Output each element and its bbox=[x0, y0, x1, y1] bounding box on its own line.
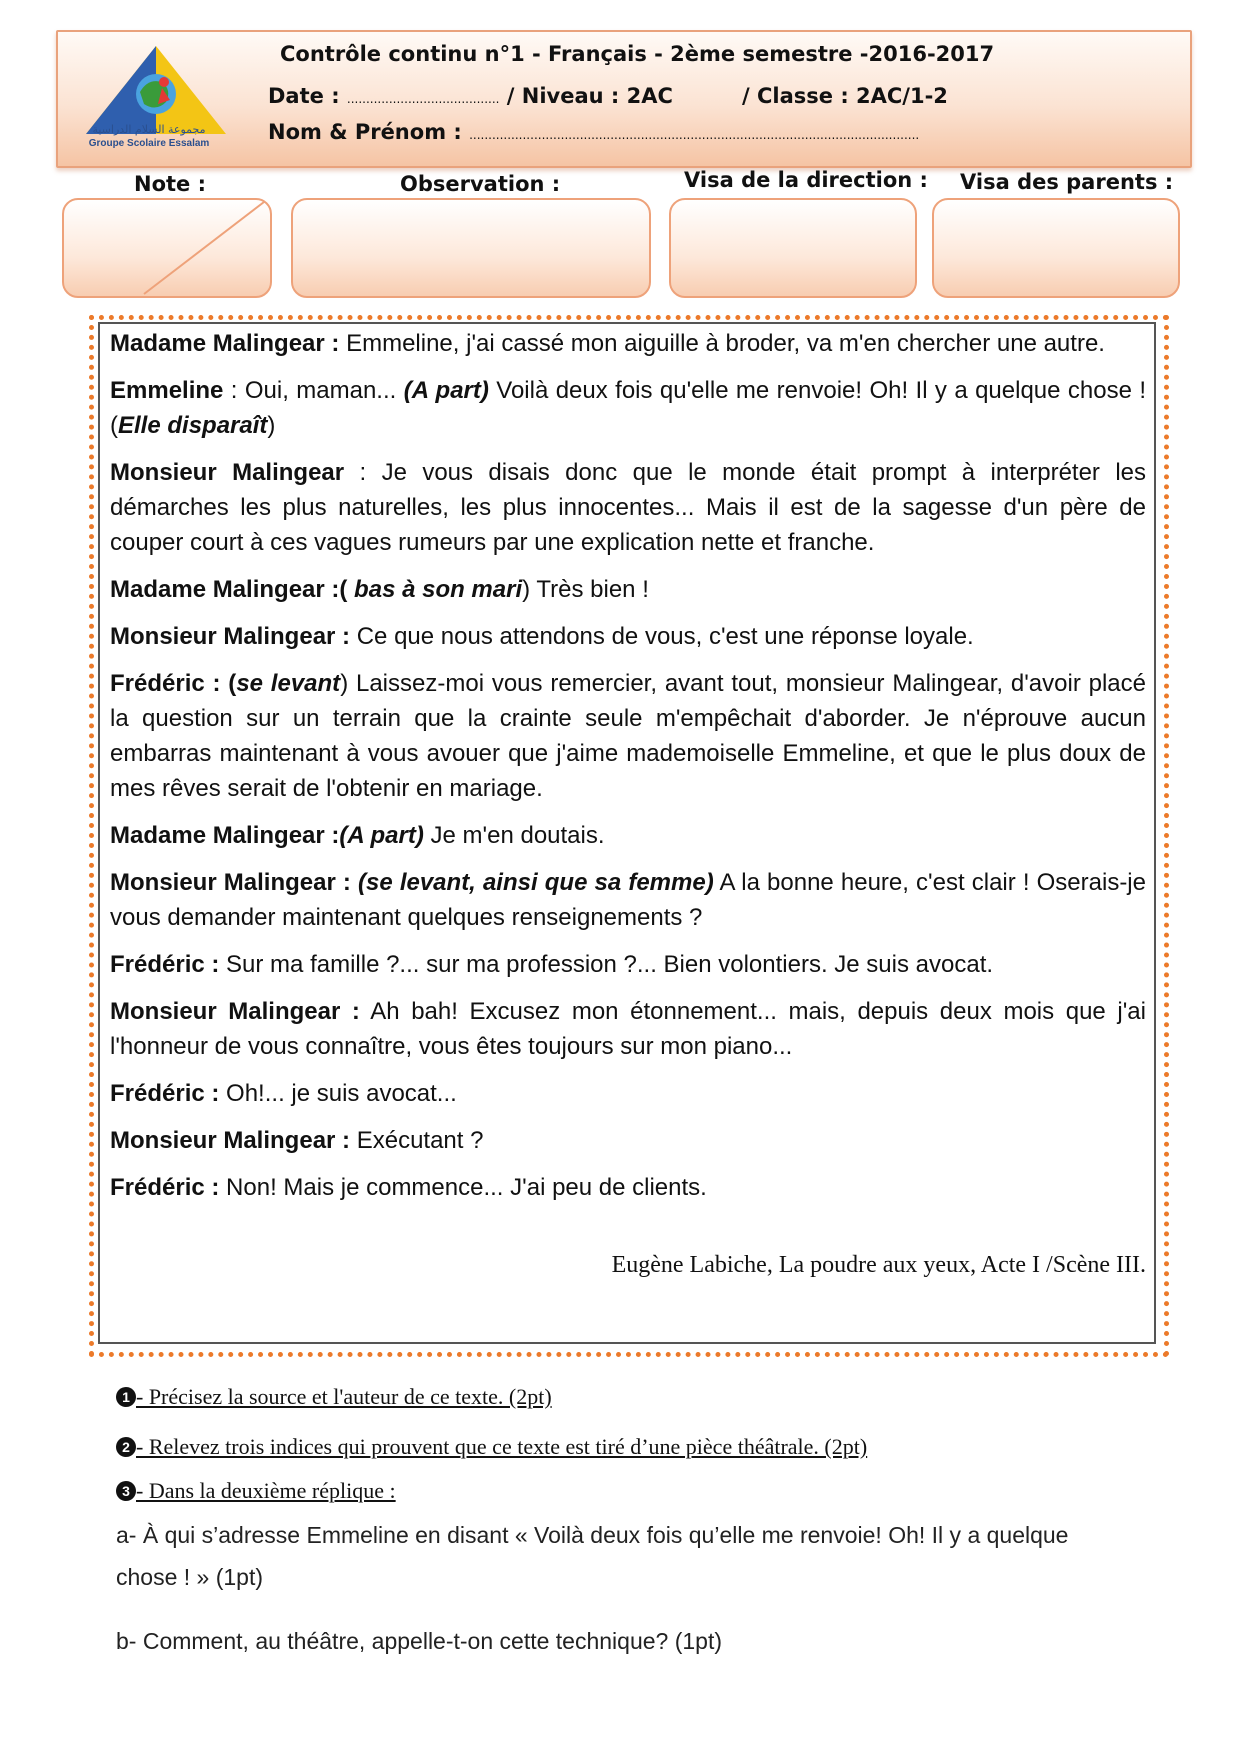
visa-direction-box[interactable] bbox=[669, 198, 917, 298]
classe-label: / Classe : 2AC/1-2 bbox=[742, 84, 948, 108]
replica-11: Frédéric : Oh!... je suis avocat... bbox=[110, 1080, 457, 1107]
note-box[interactable] bbox=[62, 198, 272, 298]
date-label: Date : bbox=[268, 84, 347, 108]
name-field[interactable]: ...................................................................................................................... bbox=[469, 128, 920, 142]
question-3a: a- À qui s’adresse Emmeline en disant « Voilà deux fois qu’elle me renvoie! Oh! Il y a quelque chose ! » (1pt) bbox=[116, 1522, 1069, 1590]
visa-parents-box[interactable] bbox=[932, 198, 1180, 298]
question-2-number: 2 bbox=[116, 1437, 136, 1457]
date-row bbox=[268, 84, 673, 108]
replica-10: Monsieur Malingear : Ah bah! Excusez mon étonnement... mais, depuis deux mois que j'ai l'honneur de vous connaître, vous êtes toujours sur mon piano... bbox=[110, 998, 1146, 1060]
visa-direction-label: Visa de la direction : bbox=[684, 168, 928, 192]
replica-5: Monsieur Malingear : Ce que nous attendons de vous, c'est une réponse loyale. bbox=[110, 623, 974, 650]
question-2: 2 - Relevez trois indices qui prouvent que ce texte est tiré d’une pièce théâtrale. (2pt) bbox=[116, 1434, 867, 1460]
question-1: 1 - Précisez la source et l'auteur de ce texte. (2pt) bbox=[116, 1384, 552, 1410]
replica-2: Emmeline : Oui, maman... (A part) Voilà deux fois qu'elle me renvoie! Oh! Il y a quelque chose ! (Elle disparaît) bbox=[110, 377, 1147, 439]
replica-12: Monsieur Malingear : Exécutant ? bbox=[110, 1127, 484, 1154]
replica-3: Monsieur Malingear : Je vous disais donc que le monde était prompt à interpréter les démarches les plus naturelles, les plus innocentes... Mais il est de la sagesse d'un père de couper court à ces vagues rumeurs par une explication nette et franche. bbox=[110, 459, 1146, 556]
question-1-number: 1 bbox=[116, 1387, 136, 1407]
logo-latin-text: Groupe Scolaire Essalam bbox=[88, 138, 210, 149]
logo-arabic-text: مجموعة السلام الدراسية bbox=[92, 123, 206, 136]
observation-label: Observation : bbox=[400, 172, 561, 196]
replica-6: Frédéric : (se levant) Laissez-moi vous remercier, avant tout, monsieur Malingear, d'avoir placé la question sur un terrain que la crainte seule m'empêchait d'aborder. Je n'éprouve aucun embarras maintenant à vous avouer que j'aime mademoiselle Emmeline, et que le plus doux de mes rêves serait de l'obtenir en mariage. bbox=[110, 670, 1147, 802]
date-field[interactable]: ........................................ bbox=[346, 92, 500, 106]
note-label: Note : bbox=[134, 172, 206, 196]
name-row bbox=[268, 120, 919, 144]
question-3b: b- Comment, au théâtre, appelle-t-on cette technique? (1pt) bbox=[116, 1628, 723, 1654]
dialogue-text bbox=[110, 326, 1146, 1217]
observation-box[interactable] bbox=[291, 198, 651, 298]
note-slash bbox=[64, 200, 270, 296]
replica-8: Monsieur Malingear : (se levant, ainsi que sa femme) A la bonne heure, c'est clair ! Oserais-je vous demander maintenant quelques renseignements ? bbox=[110, 869, 1146, 931]
replica-13: Frédéric : Non! Mais je commence... J'ai peu de clients. bbox=[110, 1174, 707, 1201]
citation: Eugène Labiche, La poudre aux yeux, Acte I /Scène III. bbox=[611, 1252, 1146, 1278]
header-banner bbox=[56, 30, 1192, 168]
niveau-label: / Niveau : 2AC bbox=[499, 84, 673, 108]
exam-title: Contrôle continu n°1 - Français - 2ème semestre -2016-2017 bbox=[280, 42, 995, 66]
replica-9: Frédéric : Sur ma famille ?... sur ma profession ?... Bien volontiers. Je suis avocat. bbox=[110, 951, 994, 978]
replica-1: Madame Malingear : Emmeline, j'ai cassé mon aiguille à broder, va m'en chercher une autre. bbox=[110, 330, 1105, 357]
replica-4: Madame Malingear :( bas à son mari) Très bien ! bbox=[110, 576, 649, 603]
question-3: 3 - Dans la deuxième réplique : bbox=[116, 1478, 396, 1504]
visa-parents-label: Visa des parents : bbox=[960, 170, 1174, 194]
question-3-number: 3 bbox=[116, 1481, 136, 1501]
replica-7: Madame Malingear :(A part) Je m'en doutais. bbox=[110, 822, 605, 849]
name-label: Nom & Prénom : bbox=[268, 120, 470, 144]
